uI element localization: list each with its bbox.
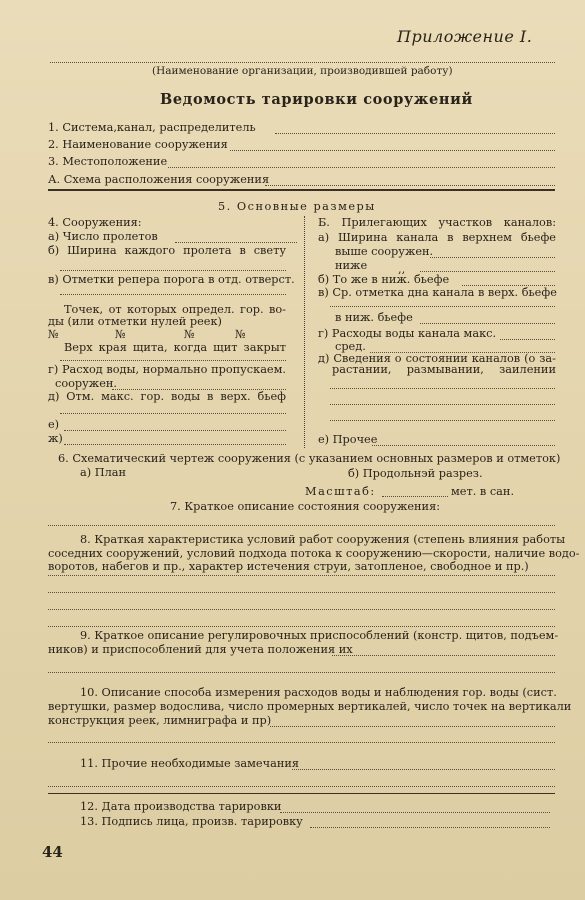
threshold-marks-field[interactable] <box>60 294 286 295</box>
max-water-label: д) Отм. макс. гор. воды в верх. бьеф <box>48 390 286 403</box>
other-field[interactable] <box>372 445 555 446</box>
item-e-field[interactable] <box>64 430 286 431</box>
no-header-1: № <box>48 328 59 341</box>
canal-discharge-avg-label: сред. <box>335 340 366 353</box>
section-divider <box>48 189 555 191</box>
no-header-3: № <box>184 328 195 341</box>
section8-field-4[interactable] <box>48 626 555 627</box>
span-width-field[interactable] <box>60 270 286 271</box>
section9-field-2[interactable] <box>48 672 555 673</box>
canal-width-below-label: ниже <box>335 259 368 272</box>
section6-title: 6. Схематический чертеж сооружения (с указанием основных размеров и отметок) <box>58 452 561 465</box>
item-location-label: 3. Местоположение <box>48 155 168 168</box>
item-scheme-field[interactable] <box>265 185 555 186</box>
section11-divider <box>48 793 555 794</box>
gate-top-label: Верх края щита, когда щит закрыт <box>64 341 286 354</box>
section10-line1: 10. Описание способа измерения расходов воды и наблюдения гор. воды (сист. <box>80 686 557 699</box>
canal-width-below-field[interactable] <box>420 271 555 272</box>
section10-field-2[interactable] <box>48 742 555 743</box>
section7-title: 7. Краткое описание состояния сооружения: <box>170 500 441 513</box>
section8-field-2[interactable] <box>48 592 555 593</box>
item-system-field[interactable] <box>275 133 555 134</box>
org-name-field[interactable] <box>50 62 555 63</box>
section10-field-1[interactable] <box>270 726 555 727</box>
ditto-mark: ,, <box>398 263 406 276</box>
bottom-mark-down-field[interactable] <box>420 323 555 324</box>
threshold-marks-label: в) Отметки репера порога в отд. отверст. <box>48 273 295 286</box>
column-divider <box>304 216 305 448</box>
section9-line1: 9. Краткое описание регулировочных приспособлений (констр. щитов, подъем- <box>80 629 559 642</box>
section11-field-1[interactable] <box>292 769 555 770</box>
section10-line3: конструкция реек, лимниграфа и пр) <box>48 714 272 727</box>
section8-line3: воротов, набегов и пр., характер истечения струи, затопленое, свободное и пр.) <box>48 560 529 573</box>
item-zh-label: ж) <box>48 432 63 445</box>
bottom-mark-label: в) Ср. отметка дна канала в верх. бьефе <box>318 286 557 299</box>
scale-field[interactable] <box>382 496 448 497</box>
section8-line1: 8. Краткая характеристика условий работ сооружения (степень влияния работы <box>80 533 566 546</box>
item-name-field[interactable] <box>230 150 555 151</box>
points-line1: Точек, от которых определ. гор. во- <box>64 303 286 316</box>
normal-discharge-label: г) Расход воды, нормально пропускаем. <box>48 363 286 376</box>
max-water-field[interactable] <box>60 413 286 414</box>
tailwater-width-label: б) То же в ниж. бьефе <box>318 273 450 286</box>
canal-width-label: а) Ширина канала в верхнем бьефе <box>318 231 556 244</box>
profile-label: б) Продольнэй разрез. <box>348 467 483 480</box>
canal-condition-label: д) Сведения о состоянии каналов (о за- <box>318 352 556 365</box>
structures-heading: 4. Сооружения: <box>48 216 142 229</box>
item-name-label: 2. Наименование сооружения <box>48 138 228 151</box>
item-system-label: 1. Система,канал, распределитель <box>48 121 256 134</box>
item-zh-field[interactable] <box>64 444 286 445</box>
page-number: 44 <box>42 843 63 861</box>
canal-condition-field-3[interactable] <box>330 420 555 421</box>
section10-line2: вертушки, размер водослива, число промерных вертикалей, число точек на вертикали <box>48 700 572 713</box>
page-title: Ведомость тарировки сооружений <box>160 91 473 108</box>
section5-title: 5. Основные размеры <box>218 200 376 213</box>
gate-top-field[interactable] <box>60 360 286 361</box>
other-label: е) Прочее <box>318 433 378 446</box>
section12-field[interactable] <box>280 812 550 813</box>
spans-count-field[interactable] <box>175 242 297 243</box>
section13-label: 13. Подпись лица, произв. тарировку <box>80 815 303 828</box>
section8-field-3[interactable] <box>48 609 555 610</box>
no-header-4: № <box>235 328 246 341</box>
section8-field-1[interactable] <box>48 575 555 576</box>
section9-line2: ников) и приспособлений для учета положения их <box>48 643 353 656</box>
appendix-label: Приложение I. <box>397 27 533 46</box>
section8-line2: соседних сооружений, условий подхода потока к сооружению—скорости, наличие водо- <box>48 547 580 560</box>
section13-field[interactable] <box>310 827 550 828</box>
canal-discharge-max-field[interactable] <box>500 339 555 340</box>
canal-condition-label-2: растании, размывании, заилении <box>332 363 556 376</box>
adjacent-canals-heading: Б. Прилегающих участков каналов: <box>318 216 556 229</box>
item-location-field[interactable] <box>168 167 555 168</box>
normal-discharge-label-2: сооружен. <box>55 377 118 390</box>
section11-field-2[interactable] <box>48 786 555 787</box>
section9-field-1[interactable] <box>332 655 555 656</box>
section12-label: 12. Дата производства тарировки <box>80 800 282 813</box>
plan-label: а) План <box>80 466 127 479</box>
item-scheme-label: А. Схема расположения сооружения <box>48 173 270 186</box>
section7-field[interactable] <box>48 525 555 526</box>
no-header-2: № <box>115 328 126 341</box>
section11-label: 11. Прочие необходимые замечания <box>80 757 300 770</box>
canal-width-above-label: выше сооружен. <box>335 245 434 258</box>
scale-unit: мет. в сан. <box>451 485 515 498</box>
bottom-mark-down-label: в ниж. бьефе <box>335 311 413 324</box>
spans-count-label: а) Число пролетов <box>48 230 158 243</box>
bottom-mark-up-field[interactable] <box>330 306 555 307</box>
item-e-label: е) <box>48 418 60 431</box>
canal-width-above-field[interactable] <box>430 257 555 258</box>
points-line2: ды (или отметки нулей реек) <box>48 315 222 328</box>
canal-condition-field-2[interactable] <box>330 404 555 405</box>
org-caption: (Наименование организации, производившей работу) <box>152 65 453 77</box>
canal-discharge-max-label: г) Расходы воды канала макс. <box>318 327 497 340</box>
scale-label: Масштаб: <box>305 485 376 498</box>
span-width-label: б) Ширина каждого пролета в свету <box>48 244 286 257</box>
canal-condition-field-1[interactable] <box>330 388 555 389</box>
